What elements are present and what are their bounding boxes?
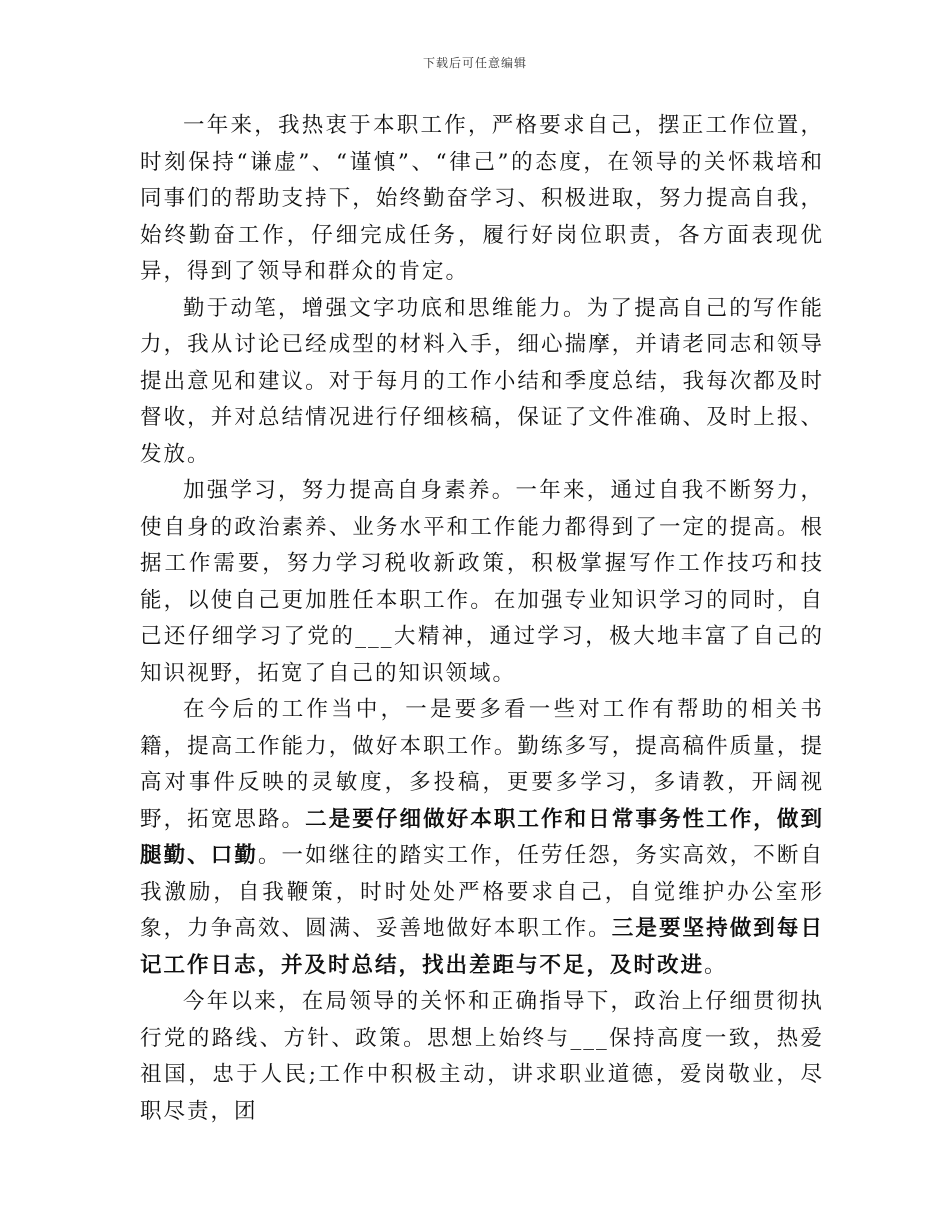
paragraph-3 <box>140 473 824 692</box>
paragraph-text: 一年来，我热衷于本职工作，严格要求自己，摆正工作位置，时刻保持“谦虚”、“谨慎”、“律己”的态度，在领导的关怀栽培和同事们的帮助支持下，始终勤奋学习、积极进取，努力提高自我，始终勤奋工作，仔细完成任务，履行好岗位职责，各方面表现优异，得到了领导和群众的肯定。 <box>140 113 824 284</box>
paragraph-text: 今年以来，在局领导的关怀和正确指导下，政治上仔细贯彻执行党的路线、方针、政策。思想上始终与___保持高度一致，热爱祖国，忠于人民;工作中积极主动，讲求职业道德，爱岗敬业，尽职尽责，团 <box>140 989 824 1124</box>
document-body <box>140 108 824 1130</box>
page-header: 下载后可任意编辑 <box>422 56 527 70</box>
paragraph-emphasis: 三是要坚持做到每日记工作日志，并及时总结，找出差距与不足，及时改进 <box>140 916 824 978</box>
paragraph-2 <box>140 291 824 474</box>
paragraph-text: 。 <box>704 952 728 978</box>
paragraph-text: 加强学习，努力提高自身素养。一年来，通过自我不断努力，使自身的政治素养、业务水平和工作能力都得到了一定的提高。根据工作需要，努力学习税收新政策，积极掌握写作工作技巧和技能，以使自己更加胜任本职工作。在加强专业知识学习的同时，自己还仔细学习了党的___大精神，通过学习，极大地丰富了自己的知识视野，拓宽了自己的知识领域。 <box>140 478 824 686</box>
paragraph-text: 。一如继往的踏实工作，任劳任怨，务实高效，不断自我激励，自我鞭策，时时处处严格要求自己，自觉维护办公室形象，力争高效、圆满、妥善地做好本职工作。 <box>140 843 824 941</box>
paragraph-emphasis: 二是要仔细做好本职工作和日常事务性工作，做到腿勤、口勤 <box>140 806 824 868</box>
paragraph-4 <box>140 692 824 984</box>
paragraph-5 <box>140 984 824 1130</box>
paragraph-text: 在今后的工作当中，一是要多看一些对工作有帮助的相关书籍，提高工作能力，做好本职工作。勤练多写，提高稿件质量，提高对事件反映的灵敏度，多投稿，更要多学习，多请教，开阔视野，拓宽思路。 <box>140 697 824 832</box>
paragraph-1 <box>140 108 824 291</box>
paragraph-text: 勤于动笔，增强文字功底和思维能力。为了提高自己的写作能力，我从讨论已经成型的材料入手，细心揣摩，并请老同志和领导提出意见和建议。对于每月的工作小结和季度总结，我每次都及时督收，并对总结情况进行仔细核稿，保证了文件准确、及时上报、发放。 <box>140 295 824 467</box>
